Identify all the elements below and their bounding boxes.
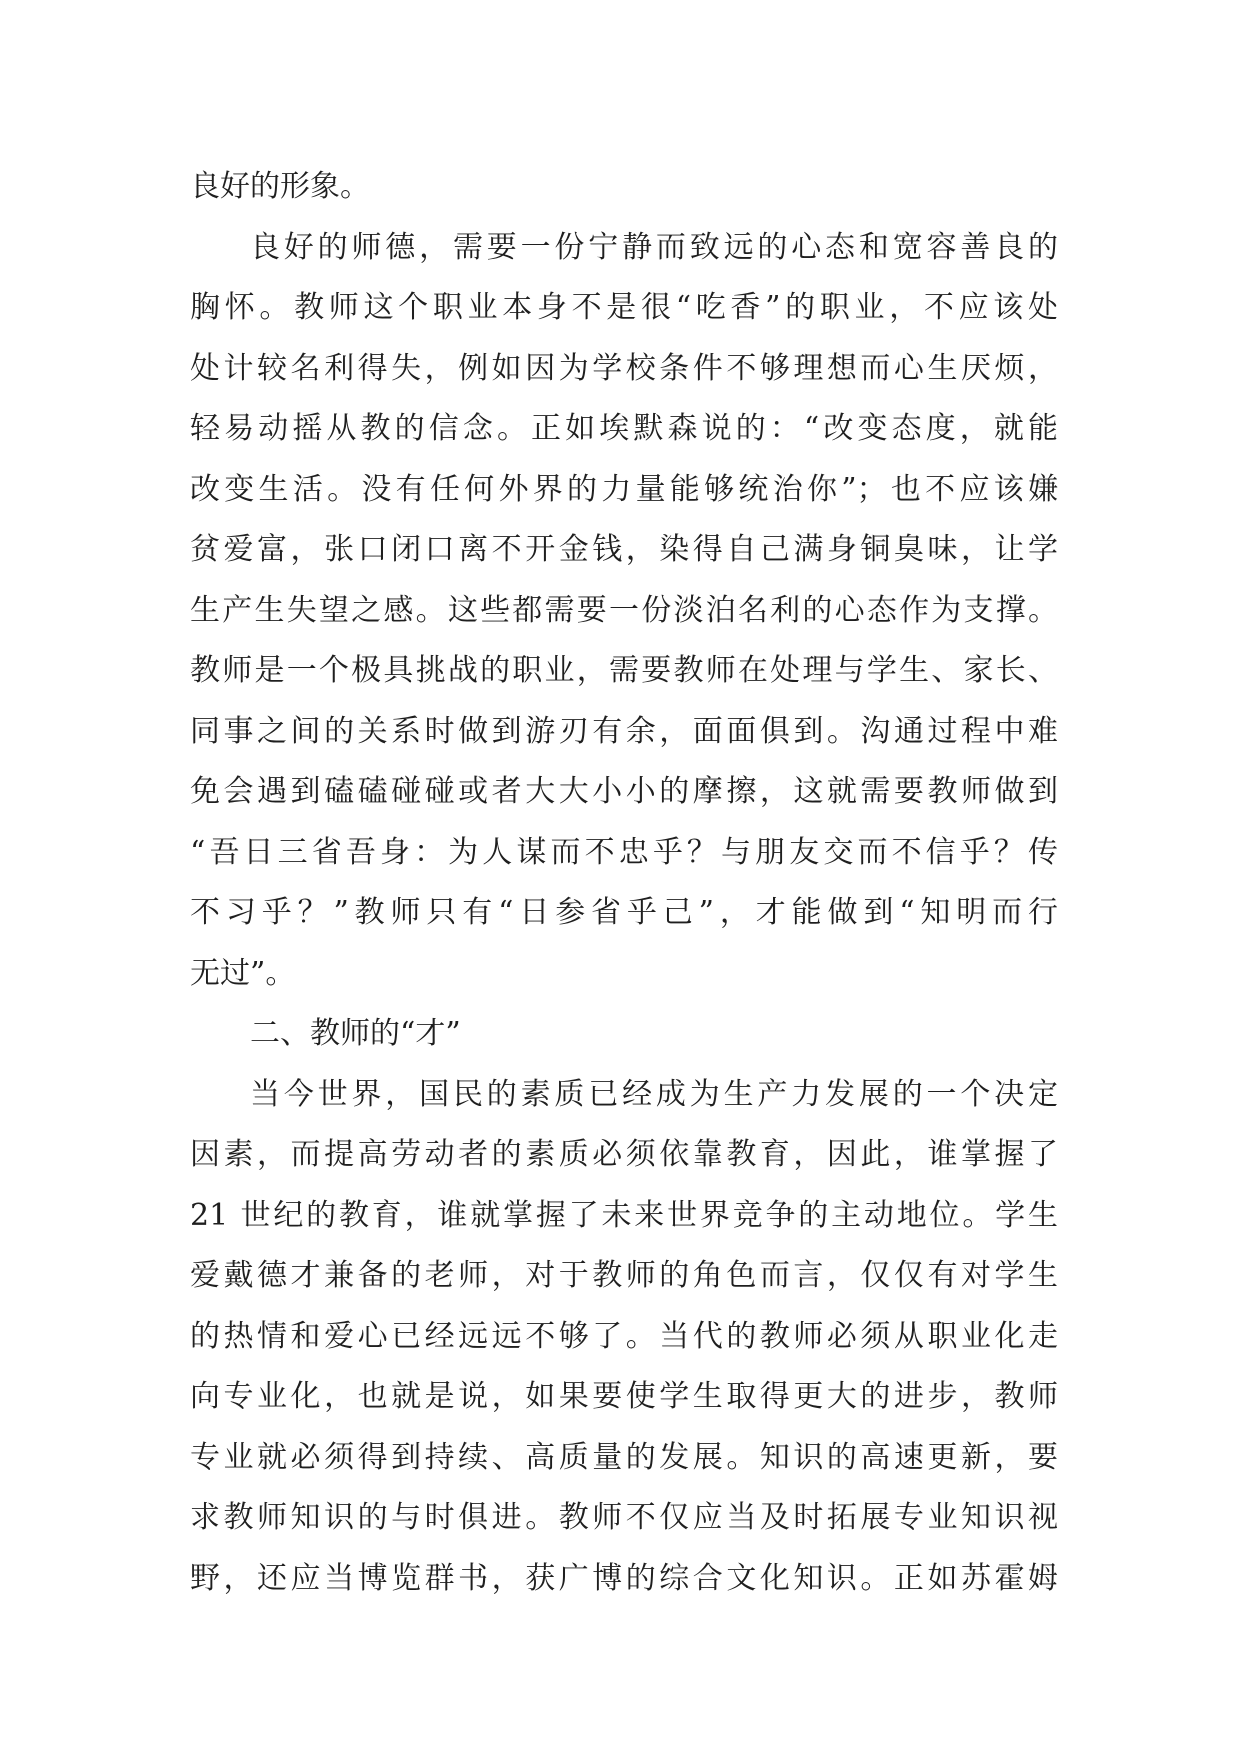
text-line: 改变生活。没有任何外界的力量能够统治你”；也不应该嫌 (190, 471, 1058, 507)
text-line: 爱戴德才兼备的老师，对于教师的角色而言，仅仅有对学生 (190, 1258, 1058, 1293)
text-line: 求教师知识的与时俱进。教师不仅应当及时拓展专业知识视 (190, 1500, 1058, 1535)
text-line: 轻易动摇从教的信念。正如埃默森说的：“改变态度，就能 (190, 411, 1058, 446)
text-line: 教师是一个极具挑战的职业，需要教师在处理与学生、家长、 (190, 653, 1058, 688)
text-line: 不习乎？”教师只有“日参省乎己”，才能做到“知明而行 (190, 895, 1058, 930)
text-line: 胸怀。教师这个职业本身不是很“吃香”的职业，不应该处 (190, 290, 1058, 325)
text-line: 良好的形象。 (190, 169, 370, 204)
text-line: 免会遇到磕磕碰碰或者大大小小的摩擦，这就需要教师做到 (190, 774, 1058, 809)
text-line: 处计较名利得失，例如因为学校条件不够理想而心生厌烦， (190, 350, 1058, 386)
text-line: 二、教师的“才” (250, 1016, 461, 1051)
text-line: 向专业化，也就是说，如果要使学生取得更大的进步，教师 (190, 1379, 1058, 1414)
text-line: 贫爱富，张口闭口离不开金钱，染得自己满身铜臭味，让学 (190, 532, 1058, 567)
text-line: 同事之间的关系时做到游刃有余，面面俱到。沟通过程中难 (190, 713, 1058, 749)
text-line: 因素，而提高劳动者的素质必须依靠教育，因此，谁掌握了 (190, 1137, 1058, 1172)
text-line: 野，还应当博览群书，获广博的综合文化知识。正如苏霍姆 (190, 1560, 1058, 1596)
text-line: “吾日三省吾身：为人谋而不忠乎？与朋友交而不信乎？传 (190, 834, 1058, 870)
text-line: 良好的师德，需要一份宁静而致远的心态和宽容善良的 (250, 229, 1058, 265)
text-line: 当今世界，国民的素质已经成为生产力发展的一个决定 (250, 1076, 1058, 1112)
body-text (190, 157, 1058, 1609)
text-line: 的热情和爱心已经远远不够了。当代的教师必须从职业化走 (190, 1318, 1058, 1354)
text-line: 无过”。 (190, 955, 296, 991)
text-line: 专业就必须得到持续、高质量的发展。知识的高速更新，要 (190, 1439, 1058, 1475)
text-line: 21 世纪的教育，谁就掌握了未来世界竞争的主动地位。学生 (190, 1197, 1058, 1233)
text-line: 生产生失望之感。这些都需要一份淡泊名利的心态作为支撑。 (190, 592, 1058, 628)
